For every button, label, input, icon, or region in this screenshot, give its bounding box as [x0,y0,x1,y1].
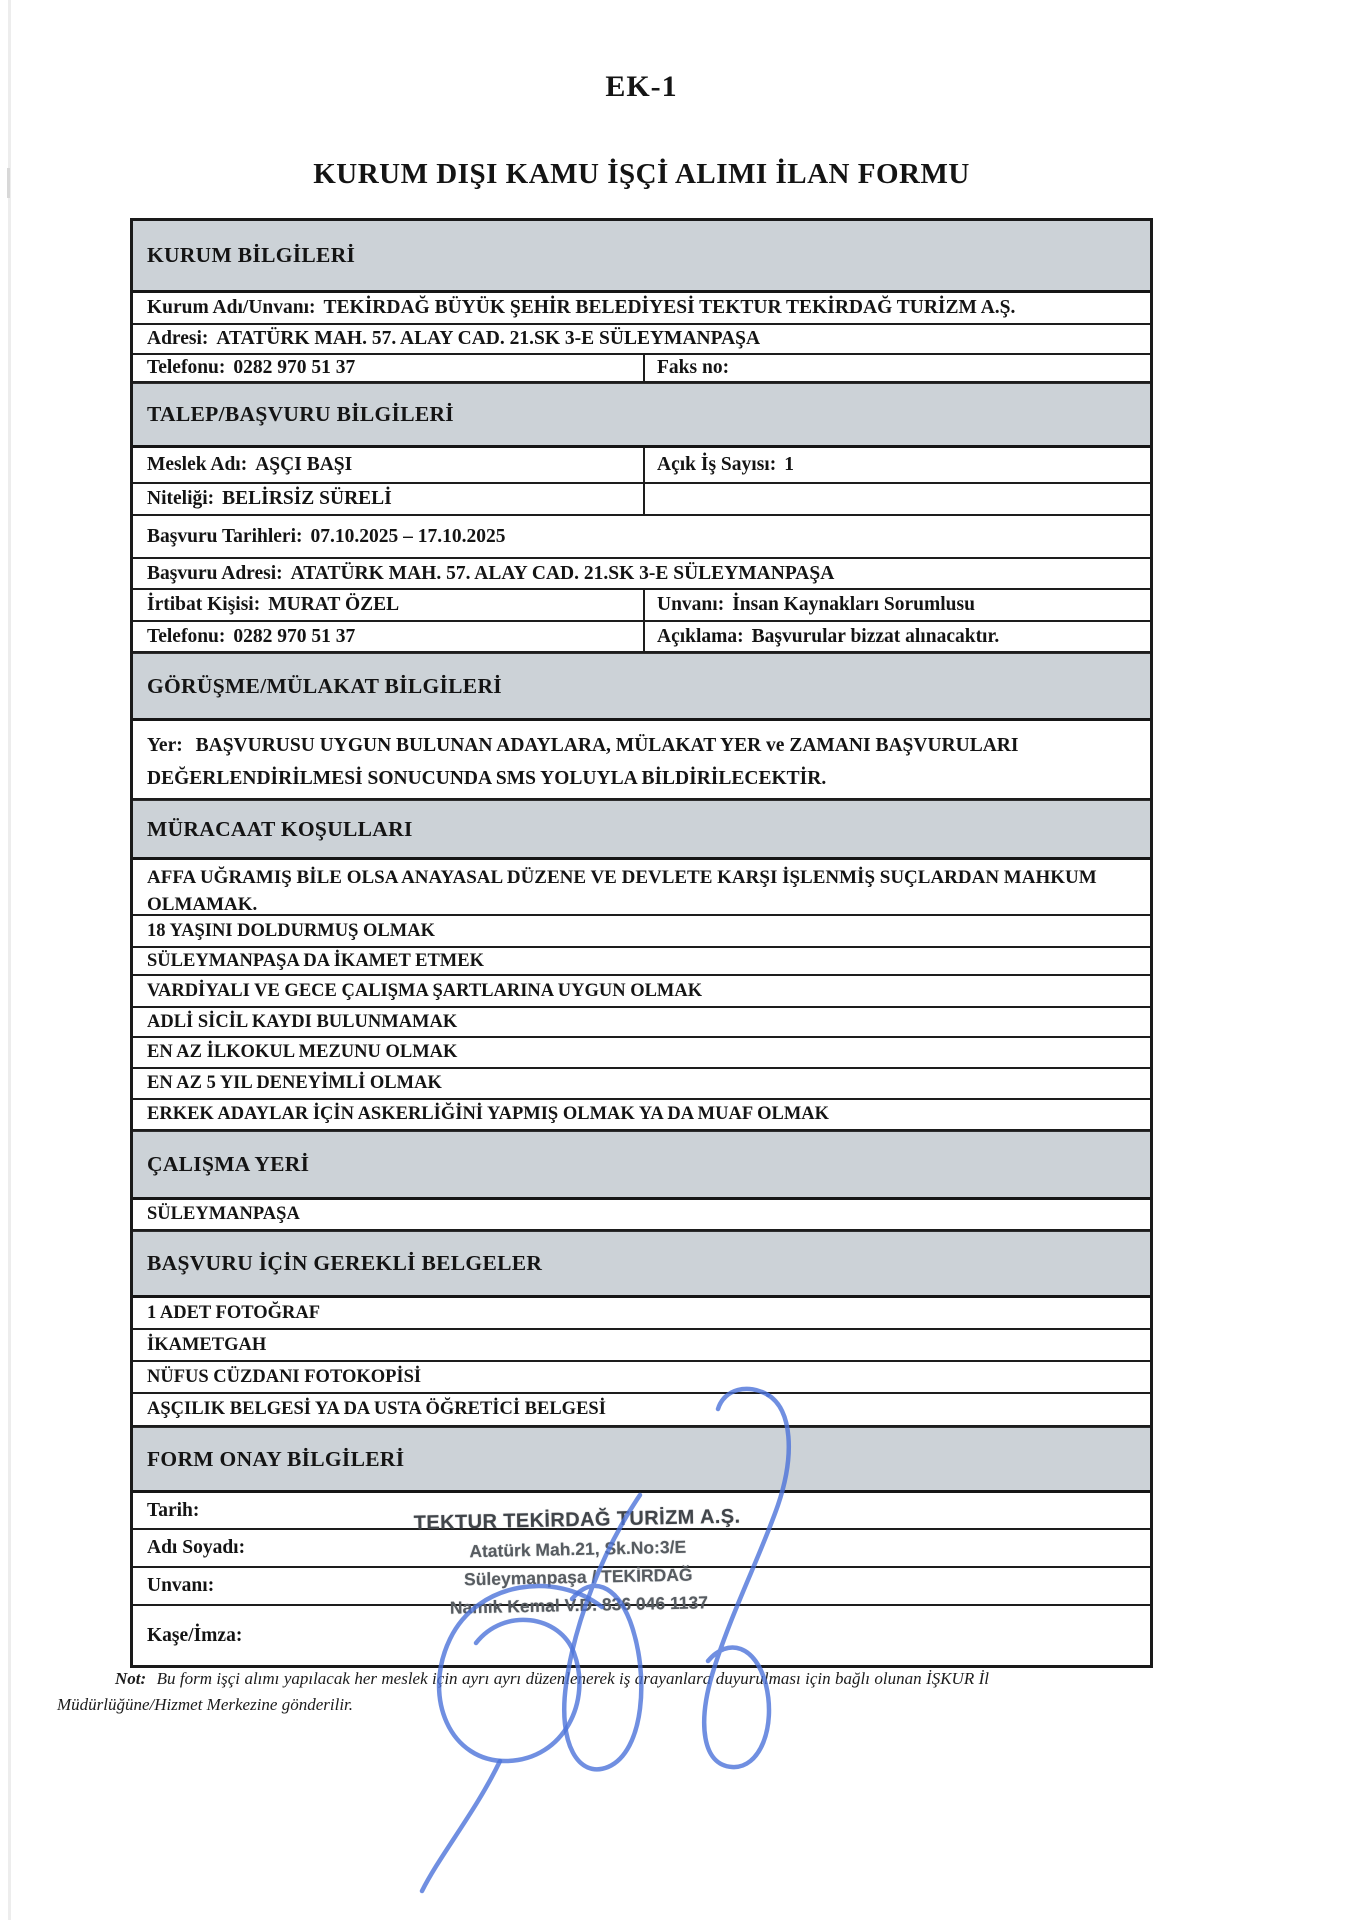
row-meslek-acikis [133,448,1150,484]
field-acik-is-sayisi [643,448,1150,482]
signature-stroke [718,1389,768,1409]
document-item: 1 ADET FOTOĞRAF [133,1298,1150,1330]
field-label: Niteliği: [147,488,215,509]
field-value: 1 [784,454,794,475]
section-header-calisma-yeri [133,1131,1150,1200]
field-faks [643,355,1150,381]
note-body: Bu form işçi alımı yapılacak her meslek için ayrı ayrı düzenlenerek iş arayanlara duyurulması için bağlı olunan İŞKUR İl Müdürlüğüne/Hizmet Merkezine gönderilir. [57,1669,990,1714]
field-label: Açıklama: [657,625,744,647]
field-label: Adı Soyadı: [147,1537,246,1558]
field-adres [133,325,1150,355]
field-value: BAŞVURUSU UYGUN BULUNAN ADAYLARA, MÜLAKAT YER ve ZAMANI BAŞVURULARI DEĞERLENDİRİLMESİ SONUCUNDA SMS YOLUYLA BİLDİRİLECEKTİR. [147,735,1019,789]
form-title: KURUM DIŞI KAMU İŞÇİ ALIMI İLAN FORMU [313,158,970,190]
field-value: 0282 970 51 37 [233,357,356,378]
field-nitelik [133,484,643,514]
field-value: 07.10.2025 – 17.10.2025 [310,525,506,547]
field-telefon [133,355,643,381]
field-label: İrtibat Kişisi: [147,594,261,615]
field-value: ATATÜRK MAH. 57. ALAY CAD. 21.SK 3-E SÜLEYMANPAŞA [290,562,835,584]
field-label: Meslek Adı: [147,454,248,475]
field-value: TEKİRDAĞ BÜYÜK ŞEHİR BELEDİYESİ TEKTUR TEKİRDAĞ TURİZM A.Ş. [323,297,1016,318]
signature-stroke [704,1395,789,1767]
condition-item: AFFA UĞRAMIŞ BİLE OLSA ANAYASAL DÜZENE VE DEVLETE KARŞI İŞLENMİŞ SUÇLARDAN MAHKUM OLMAMAK. [133,860,1150,916]
section-header-talep-basvuru [133,383,1150,448]
empty-cell [643,484,1150,514]
scan-edge-artifact-dark [7,168,10,198]
field-aciklama [643,622,1150,651]
section-title: TALEP/BAŞVURU BİLGİLERİ [147,402,454,426]
row-irtibat-unvan [133,590,1150,622]
note-prefix: Not: [115,1669,147,1688]
document-item: AŞÇILIK BELGESİ YA DA USTA ÖĞRETİCİ BELGESİ [133,1394,1150,1427]
field-label: Tarih: [147,1499,200,1521]
field-telefon2 [133,622,643,651]
section-title: FORM ONAY BİLGİLERİ [147,1446,405,1471]
field-basvuru-tarihleri [133,516,1150,559]
field-basvuru-adresi [133,559,1150,590]
condition-item: SÜLEYMANPAŞA DA İKAMET ETMEK [133,948,1150,976]
condition-item: ADLİ SİCİL KAYDI BULUNMAMAK [133,1008,1150,1038]
field-value: 0282 970 51 37 [233,625,356,647]
section-title: GÖRÜŞME/MÜLAKAT BİLGİLERİ [147,673,502,698]
field-value: MURAT ÖZEL [268,594,400,615]
field-value: İnsan Kaynakları Sorumlusu [732,594,975,615]
signature-stroke [564,1495,641,1769]
field-kurum-adi [133,293,1150,325]
field-label: Telefonu: [147,625,226,647]
condition-item: EN AZ İLKOKUL MEZUNU OLMAK [133,1038,1150,1069]
signature-scribble [340,1375,820,1915]
row-telefon-faks [133,355,1150,383]
scan-edge-artifact [8,0,11,1920]
field-value: Başvurular bizzat alınacaktır. [751,625,1000,647]
signature-stroke [439,1586,602,1761]
field-label: Kaşe/İmza: [147,1624,243,1646]
section-title: ÇALIŞMA YERİ [147,1152,310,1176]
section-header-kurum-bilgileri [133,221,1150,293]
field-label: Adresi: [147,328,209,349]
section-title: KURUM BİLGİLERİ [147,243,356,267]
field-label: Başvuru Adresi: [147,562,283,584]
row-nitelik [133,484,1150,516]
field-value: BELİRSİZ SÜRELİ [222,488,392,509]
field-mulakat-yeri [133,721,1150,800]
field-label: Telefonu: [147,357,226,378]
document-item: İKAMETGAH [133,1330,1150,1362]
stamp-line: Namık Kemal V.D. 836 046 1137 [449,1592,709,1618]
condition-item: EN AZ 5 YIL DENEYİMLİ OLMAK [133,1069,1150,1100]
field-value: AŞÇI BAŞI [255,454,353,475]
condition-item: 18 YAŞINI DOLDURMUŞ OLMAK [133,916,1150,948]
field-label: Unvanı: [147,1575,215,1596]
field-value: ATATÜRK MAH. 57. ALAY CAD. 21.SK 3-E SÜLEYMANPAŞA [216,328,761,349]
signature-stroke [422,1761,500,1891]
section-header-gerekli-belgeler [133,1231,1150,1298]
field-calisma-yeri-value: SÜLEYMANPAŞA [133,1200,1150,1231]
field-unvan [643,590,1150,620]
section-header-muracaat-kosullari [133,800,1150,860]
row-telefon-aciklama [133,622,1150,653]
field-irtibat-kisisi [133,590,643,620]
stamp-line: TEKTUR TEKİRDAĞ TURİZM A.Ş. [413,1505,741,1535]
field-label: Faks no: [657,357,730,378]
field-label: Kurum Adı/Unvanı: [147,297,316,318]
section-header-gorusme-mulakat [133,653,1150,721]
field-label: Açık İş Sayısı: [657,454,777,475]
ek-label: EK-1 [605,70,678,103]
condition-item: ERKEK ADAYLAR İÇİN ASKERLİĞİNİ YAPMIŞ OLMAK YA DA MUAF OLMAK [133,1100,1150,1131]
field-label: Başvuru Tarihleri: [147,525,303,547]
section-title: BAŞVURU İÇİN GEREKLİ BELGELER [147,1251,543,1275]
section-title: MÜRACAAT KOŞULLARI [147,816,413,841]
field-label: Yer: [147,735,183,756]
document-item: NÜFUS CÜZDANI FOTOKOPİSİ [133,1362,1150,1394]
stamp-line: Süleymanpaşa / TEKİRDAĞ [463,1564,693,1590]
field-label: Unvanı: [657,594,725,615]
field-meslek [133,448,643,482]
condition-item: VARDİYALI VE GECE ÇALIŞMA ŞARTLARINA UYGUN OLMAK [133,976,1150,1008]
stamp-line: Atatürk Mah.21, Sk.No:3/E [469,1536,687,1562]
